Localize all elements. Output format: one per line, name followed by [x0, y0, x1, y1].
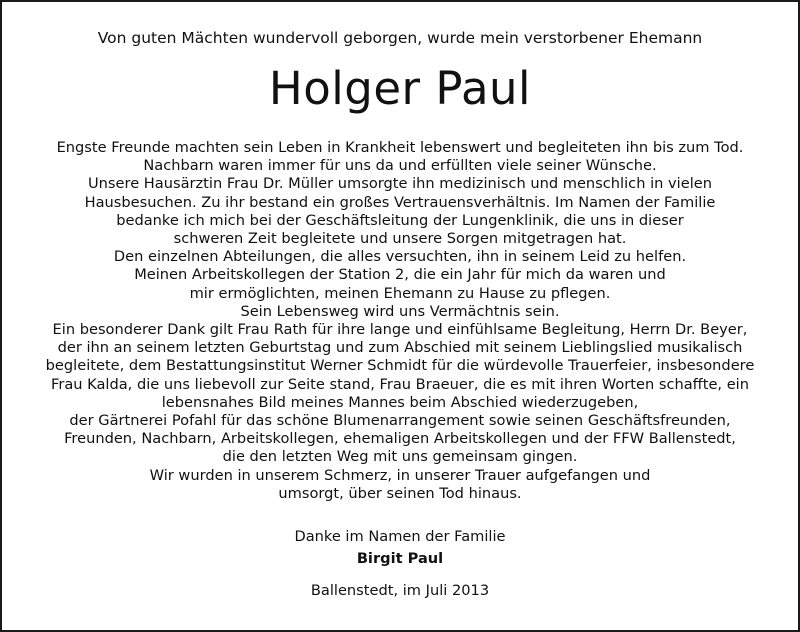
- text-line: lebensnahes Bild meines Mannes beim Abschied wiederzugeben,: [161, 393, 639, 411]
- text-line: Frau Kalda, die uns liebevoll zur Seite stand, Frau Braeuer, die es mit ihren Worten schaffte, ein: [51, 375, 749, 393]
- text-line: Nachbarn waren immer für uns da und erfüllten viele seiner Wünsche.: [143, 157, 657, 175]
- text-line: Den einzelnen Abteilungen, die alles versuchten, ihn in seinem Leid zu helfen.: [113, 248, 687, 266]
- text-line: Wir wurden in unserem Schmerz, in unserer Trauer aufgefangen und: [149, 466, 651, 484]
- text-line: Sein Lebensweg wird uns Vermächtnis sein.: [240, 302, 560, 320]
- text-line: Ein besonderer Dank gilt Frau Rath für ihre lange und einfühlsame Begleitung, Herrn Dr. Beyer,: [52, 321, 748, 339]
- text-line: mir ermöglichten, meinen Ehemann zu Hause zu pflegen.: [189, 284, 611, 302]
- text-line: Unsere Hausärztin Frau Dr. Müller umsorgte ihn medizinisch und menschlich in vielen: [88, 175, 712, 193]
- thanks-line: Danke im Namen der Familie: [294, 528, 506, 545]
- signature-block: [2, 526, 798, 601]
- text-line: Freunden, Nachbarn, Arbeitskollegen, ehemaligen Arbeitskollegen und der FFW Ballenstedt,: [64, 430, 736, 448]
- text-line: schweren Zeit begleitete und unsere Sorgen mitgetragen hat.: [173, 230, 627, 248]
- gratitude-text: [2, 139, 798, 503]
- deceased-name: Holger Paul: [268, 62, 532, 115]
- place-date: Ballenstedt, im Juli 2013: [310, 582, 490, 599]
- text-line: umsorgt, über seinen Tod hinaus.: [278, 484, 522, 502]
- text-line: bedanke ich mich bei der Geschäftsleitung der Lungenklinik, die uns in dieser: [116, 211, 684, 229]
- text-line: der Gärtnerei Pofahl für das schöne Blumenarrangement sowie seinen Geschäftsfreunden,: [69, 412, 731, 430]
- text-line: Hausbesuchen. Zu ihr bestand ein großes Vertrauensverhältnis. Im Namen der Familie: [84, 193, 716, 211]
- text-line: der ihn an seinem letzten Geburtstag und zum Abschied mit seinem Lieblingslied musikalisch: [57, 339, 743, 357]
- text-line: Engste Freunde machten sein Leben in Krankheit lebenswert und begleiteten ihn bis zum Tod.: [56, 139, 744, 156]
- signer-name: Birgit Paul: [356, 550, 444, 567]
- intro-line: Von guten Mächten wundervoll geborgen, wurde mein verstorbener Ehemann: [97, 29, 703, 47]
- text-line: die den letzten Weg mit uns gemeinsam gingen.: [222, 448, 578, 466]
- text-line: begleitete, dem Bestattungsinstitut Werner Schmidt für die würdevolle Trauerfeier, insbesondere: [45, 357, 755, 375]
- text-line: Meinen Arbeitskollegen der Station 2, die ein Jahr für mich da waren und: [134, 266, 666, 284]
